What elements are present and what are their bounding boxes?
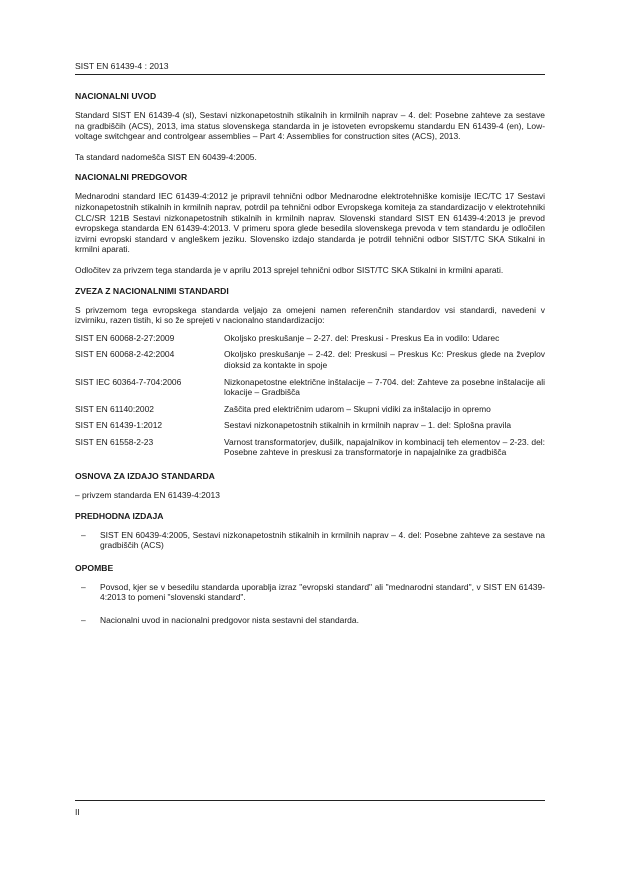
paragraph: – privzem standarda EN 61439-4:2013 — [75, 490, 220, 501]
standard-title: Okoljsko preskušanje – 2-27. del: Preskusi - Preskus Ea in vodilo: Udarec — [224, 332, 500, 343]
section-heading-predhodna-izdaja: PREDHODNA IZDAJA — [75, 510, 164, 521]
paragraph: Mednarodni standard IEC 61439-4:2012 je pripravil tehnični odbor Mednarodne elektrotehniške komisije IEC/TC 17 Sestavi nizkonapetostnih stikalnih in krmilnih naprav, potrdil pa tehnični odbor Evropskega komiteja za standardizacijo v elektrotehniki CLC/SR 121B Sestavi nizkonapetostnih stikalnih in krmilnih naprav. Slovenski standard SIST EN 61439-4:2013 je prevod evropskega standarda EN 61439-4:2013. V primeru spora glede besedila slovenskega prevoda v tem standardu je odločilen izvirni evropski standard v angleškem jeziku. Slovensko izdajo standarda je potrdil tehnični odbor SIST/TC SKA Stikalni in krmilni aparati. — [75, 191, 545, 255]
paragraph: Standard SIST EN 61439-4 (sl), Sestavi nizkonapetostnih stikalnih in krmilnih naprav – 4. del: Posebne zahteve za sestave na gradbiščih (ACS), 2013, ima status slovenskega standarda in je istoveten evropskemu standardu EN 61439-4 (en), Low-voltage switchgear and controlgear assemblies – Part 4: Assemblies for construction sites (ACS), 2013. — [75, 110, 545, 142]
paragraph: Odločitev za privzem tega standarda je v aprilu 2013 sprejel tehnični odbor SIST/TC SKA Stikalni in krmilni aparati. — [75, 264, 504, 275]
table-row — [75, 434, 545, 461]
standard-code: SIST IEC 60364-7-704:2006 — [75, 376, 182, 387]
table-row — [75, 330, 545, 347]
paragraph: S privzemom tega evropskega standarda veljajo za omejeni namen referenčnih standardov vsi standardi, navedeni v izvirniku, razen tistih, ki so že sprejeti v nacionalno standardizacijo: — [75, 304, 545, 326]
header-doc-id: SIST EN 61439-4 : 2013 — [75, 61, 169, 71]
reference-standards-table — [75, 330, 545, 461]
paragraph: Ta standard nadomešča SIST EN 60439-4:2005. — [75, 151, 257, 162]
standard-code: SIST EN 61439-1:2012 — [75, 420, 163, 431]
standard-title: Varnost transformatorjev, dušilk, napajalnikov in kombinacij teh elementov – 2-23. del: Posebne zahteve in preskusi za transformatorje in napajalnike za gradbišča — [224, 436, 545, 458]
table-row — [75, 417, 545, 434]
page-footer — [75, 800, 545, 817]
standard-title: Sestavi nizkonapetostnih stikalnih in krmilnih naprav – 1. del: Splošna pravila — [224, 420, 512, 431]
table-row — [75, 346, 545, 373]
standard-title: Zaščita pred električnim udarom – Skupni vidiki za inštalacijo in opremo — [224, 403, 491, 414]
table-row — [75, 401, 545, 418]
section-heading-nacionalni-predgovor: NACIONALNI PREDGOVOR — [75, 172, 188, 183]
previous-edition-list — [75, 530, 545, 551]
section-heading-zveza: ZVEZA Z NACIONALNIMI STANDARDI — [75, 285, 229, 296]
section-heading-nacionalni-uvod: NACIONALNI UVOD — [75, 91, 157, 101]
section-heading-osnova: OSNOVA ZA IZDAJO STANDARDA — [75, 471, 215, 482]
standard-title: Okoljsko preskušanje – 2-42. del: Preskusi – Preskus Kc: Preskus glede na žveplov dioksid za kontakte in spoje — [224, 349, 545, 370]
notes-list — [75, 582, 545, 626]
standard-code: SIST EN 60068-2-42:2004 — [75, 349, 175, 360]
standard-code: SIST EN 60068-2-27:2009 — [75, 332, 175, 343]
standard-title: Nizkonapetostne električne inštalacije – 7-704. del: Zahteve za posebne inštalacije ali lokacije – Gradbišča — [224, 376, 545, 398]
page-content — [75, 91, 545, 638]
page-header — [75, 61, 545, 75]
list-item: – Povsod, kjer se v besedilu standarda uporablja izraz "evropski standard" ali "mednarodni standard", v SIST EN 61439-4:2013 to pomeni "slovenski standard". — [75, 582, 545, 603]
list-item: – SIST EN 60439-4:2005, Sestavi nizkonapetostnih stikalnih in krmilnih naprav – 4. del: Posebne zahteve za sestave na gradbiščih (ACS) — [75, 530, 545, 551]
section-heading-opombe: OPOMBE — [75, 562, 114, 573]
table-row — [75, 374, 545, 401]
page-number: II — [75, 807, 80, 817]
standard-code: SIST EN 61140:2002 — [75, 403, 154, 414]
standard-code: SIST EN 61558-2-23 — [75, 436, 154, 447]
list-item: – Nacionalni uvod in nacionalni predgovor nista sestavni del standarda. — [75, 615, 545, 626]
